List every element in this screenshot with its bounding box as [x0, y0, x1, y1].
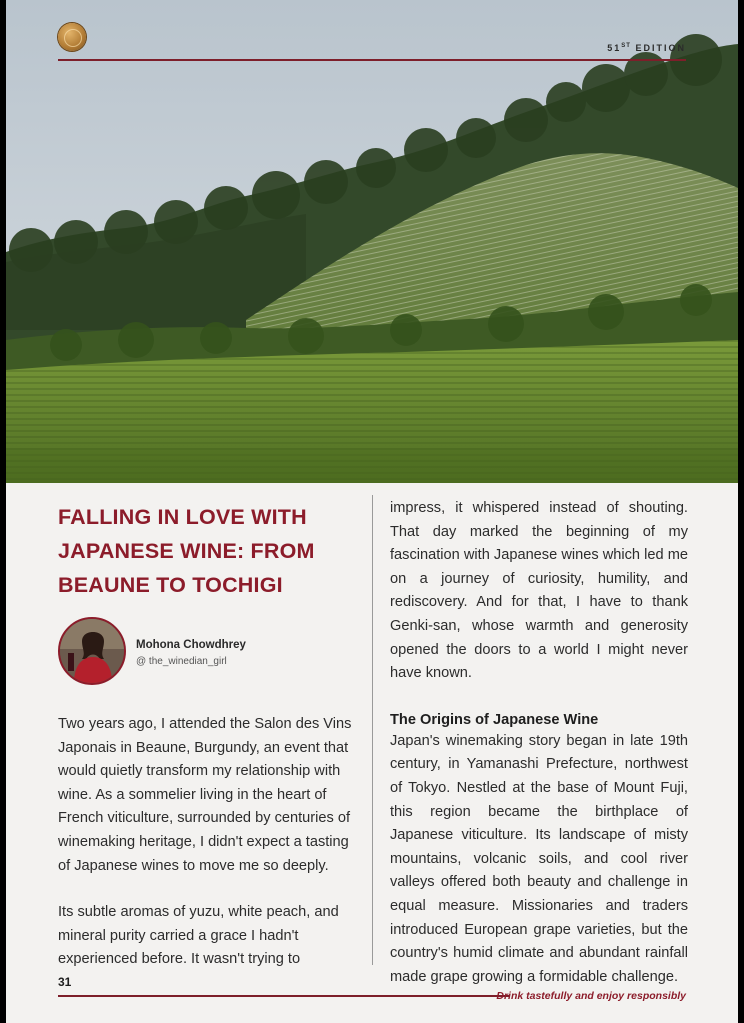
- paragraph: impress, it whispered instead of shouting. That day marked the beginning of my fascination with Japanese wines which led me on a journey of curiosity, humility, and rediscovery. And for that, I have to thank Genki-san, whose warmth and generosity opened the doors to a world I might never have known.: [390, 500, 688, 682]
- author-name: Mohona Chowdhrey: [136, 639, 246, 651]
- edition-label: [607, 43, 686, 53]
- title-line: BEAUNE TO TOCHIGI: [58, 573, 283, 597]
- header-rule: [58, 59, 686, 61]
- edition-number: 51: [607, 43, 622, 53]
- column-divider: [372, 495, 373, 965]
- title-line: FALLING IN LOVE WITH: [58, 505, 307, 529]
- medallion-icon: [58, 23, 86, 51]
- magazine-page: [6, 0, 738, 1023]
- paragraph: Its subtle aromas of yuzu, white peach, and mineral purity carried a grace I hadn't experienced before. It wasn't trying to: [58, 904, 339, 968]
- page-number: 31: [58, 975, 72, 989]
- paragraph: Two years ago, I attended the Salon des Vins Japonais in Beaune, Burgundy, an event that would quietly transform my relationship with wine. As a sommelier living in the heart of French viticulture, surrounded by centuries of winemaking heritage, I didn't expect a tasting of Japanese wines to move me so deeply.: [58, 716, 352, 874]
- edition-word: EDITION: [635, 43, 686, 53]
- author-handle: @ the_winedian_girl: [136, 656, 227, 667]
- section-heading: The Origins of Japanese Wine: [390, 711, 599, 728]
- paragraph: Japan's winemaking story began in late 19th century, in Yamanashi Prefecture, northwest of Tokyo. Nestled at the base of Mount Fuji, this region became the birthplace of Japanese viticulture. Its landscape of misty mountains, volcanic soils, and cool river valleys offered both beauty and challenge in equal measure. Missionaries and traders introduced European grape varieties, but the country's humid climate and abundant rainfall made grape growing a formidable challenge.: [390, 732, 688, 985]
- right-column: [390, 497, 688, 989]
- vineyard-hillside-photo: [6, 0, 738, 483]
- title-line: JAPANESE WINE: FROM: [58, 539, 315, 563]
- left-column: [58, 497, 358, 972]
- article-title: [58, 497, 358, 602]
- footer-rule: [58, 995, 510, 997]
- edition-suffix: ST: [621, 43, 631, 49]
- author-avatar: [58, 617, 126, 685]
- author-byline: [58, 617, 358, 697]
- footer-tagline: Drink tastefully and enjoy responsibly: [496, 990, 686, 1002]
